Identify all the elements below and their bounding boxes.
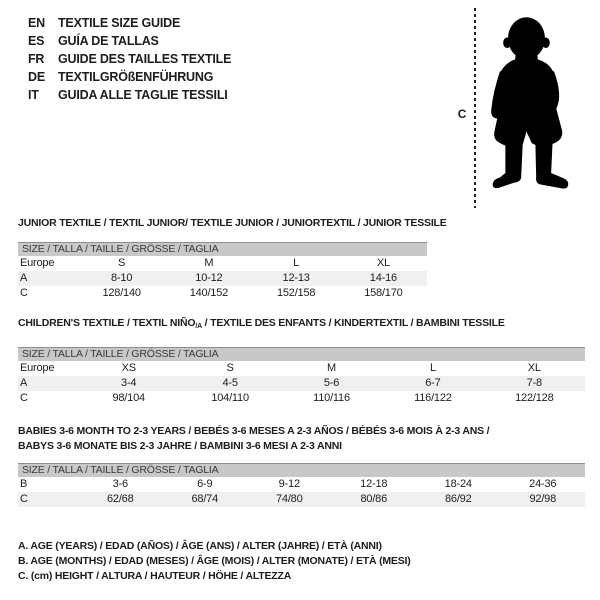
children-title-post: / TEXTILE DES ENFANTS / KINDERTEXTIL / BAMBINI TESSILE xyxy=(201,317,505,329)
babies-title-line1: BABIES 3-6 MONTH TO 2-3 YEARS / BEBÉS 3-6 MESES A 2-3 AÑOS / BÉBÉS 3-6 MOIS À 2-3 ANS / xyxy=(18,425,490,437)
age-cell: 14-16 xyxy=(369,272,397,284)
height-cell: 122/128 xyxy=(515,392,554,404)
children-title-subscript: /A xyxy=(195,323,202,330)
table-row-height xyxy=(18,391,585,406)
age-cell: 12-13 xyxy=(282,272,310,284)
guide-title-en: TEXTILE SIZE GUIDE xyxy=(58,16,181,30)
size-cell: XL xyxy=(527,362,541,374)
row-label: C xyxy=(20,287,28,299)
language-row-de xyxy=(28,68,231,86)
height-cell: 86/92 xyxy=(444,493,472,505)
children-title-pre: CHILDREN'S TEXTILE / TEXTIL NIÑO xyxy=(18,317,196,329)
babies-table-title xyxy=(18,424,489,454)
height-cell: 80/86 xyxy=(360,493,388,505)
size-cell: S xyxy=(118,257,126,269)
table-row-age xyxy=(18,271,427,286)
months-cell: 12-18 xyxy=(360,478,388,490)
table-row-months xyxy=(18,477,585,492)
babies-title-line2: BABYS 3-6 MONATE BIS 2-3 JAHRE / BAMBINI 3-6 MESI A 2-3 ANNI xyxy=(18,440,342,452)
legend-line-b: B. AGE (MONTHS) / EDAD (MESES) / ÂGE (MOIS) / ALTER (MONATE) / ETÀ (MESI) xyxy=(18,555,411,567)
age-cell: 7-8 xyxy=(526,377,542,389)
size-cell: L xyxy=(293,257,300,269)
height-cell: 128/140 xyxy=(102,287,141,299)
language-row-es xyxy=(28,32,231,50)
language-row-it xyxy=(28,86,231,104)
size-cell: S xyxy=(226,362,234,374)
row-label: A xyxy=(20,377,28,389)
age-cell: 6-7 xyxy=(425,377,441,389)
months-cell: 18-24 xyxy=(444,478,472,490)
months-cell: 6-9 xyxy=(197,478,213,490)
table-row-age xyxy=(18,376,585,391)
guide-title-it: GUIDA ALLE TAGLIE TESSILI xyxy=(58,88,228,102)
size-header-bar: SIZE / TALLA / TAILLE / GRÖSSE / TAGLIA xyxy=(18,463,585,477)
table-row-height xyxy=(18,286,427,301)
height-cell: 98/104 xyxy=(112,392,145,404)
language-code: EN xyxy=(28,16,45,30)
size-cell: M xyxy=(204,257,214,269)
months-cell: 24-36 xyxy=(529,478,557,490)
height-cell: 104/110 xyxy=(211,392,249,404)
height-cell: 158/170 xyxy=(364,287,403,299)
height-cell: 68/74 xyxy=(191,493,219,505)
guide-title-de: TEXTILGRÖßENFÜHRUNG xyxy=(58,70,214,84)
height-dashed-line xyxy=(474,8,476,208)
age-cell: 3-4 xyxy=(121,377,137,389)
size-header-bar: SIZE / TALLA / TAILLE / GRÖSSE / TAGLIA xyxy=(18,347,585,361)
language-title-block xyxy=(28,14,231,104)
size-cell: XL xyxy=(376,257,390,269)
age-cell: 10-12 xyxy=(195,272,223,284)
row-label: C xyxy=(20,493,28,505)
legend-line-c: C. (cm) HEIGHT / ALTURA / HAUTEUR / HÖHE / ALTEZZA xyxy=(18,570,292,582)
children-size-table xyxy=(18,347,585,406)
height-cell: 152/158 xyxy=(276,287,316,299)
age-cell: 4-5 xyxy=(222,377,238,389)
age-cell: 5-6 xyxy=(323,377,340,389)
row-label: Europe xyxy=(20,362,55,374)
measure-legend xyxy=(18,539,411,584)
size-cell: L xyxy=(429,362,436,374)
months-cell: 3-6 xyxy=(112,478,128,490)
children-table-title xyxy=(18,317,505,329)
height-cell: 92/98 xyxy=(529,493,557,505)
language-row-fr xyxy=(28,50,231,68)
language-code: ES xyxy=(28,34,45,48)
height-cell: 116/122 xyxy=(414,392,452,404)
table-row-europe xyxy=(18,256,427,271)
language-code: DE xyxy=(28,70,45,84)
babies-size-table xyxy=(18,463,585,507)
size-cell: XS xyxy=(121,362,136,374)
junior-size-table xyxy=(18,242,427,301)
language-code: FR xyxy=(28,52,45,66)
guide-title-es: GUÍA DE TALLAS xyxy=(58,34,159,48)
legend-line-a: A. AGE (YEARS) / EDAD (AÑOS) / ÂGE (ANS) / ALTER (JAHRE) / ETÀ (ANNI) xyxy=(18,540,382,552)
months-cell: 9-12 xyxy=(278,478,300,490)
table-row-height xyxy=(18,492,585,507)
table-row-europe xyxy=(18,361,585,376)
height-measure-label: C xyxy=(457,107,467,121)
baby-silhouette-image xyxy=(486,6,574,208)
size-cell: M xyxy=(327,362,336,374)
row-label: Europe xyxy=(20,257,55,269)
language-row-en xyxy=(28,14,231,32)
height-cell: 62/68 xyxy=(106,493,134,505)
junior-table-title: JUNIOR TEXTILE / TEXTIL JUNIOR/ TEXTILE JUNIOR / JUNIORTEXTIL / JUNIOR TESSILE xyxy=(18,217,447,229)
guide-title-fr: GUIDE DES TAILLES TEXTILE xyxy=(58,52,232,66)
language-code: IT xyxy=(28,88,39,102)
height-cell: 110/116 xyxy=(313,392,350,404)
row-label: C xyxy=(20,392,28,404)
age-cell: 8-10 xyxy=(111,272,133,284)
row-label: B xyxy=(20,478,28,490)
height-cell: 74/80 xyxy=(275,493,303,505)
height-cell: 140/152 xyxy=(189,287,229,299)
row-label: A xyxy=(20,272,28,284)
size-header-bar: SIZE / TALLA / TAILLE / GRÖSSE / TAGLIA xyxy=(18,242,427,256)
